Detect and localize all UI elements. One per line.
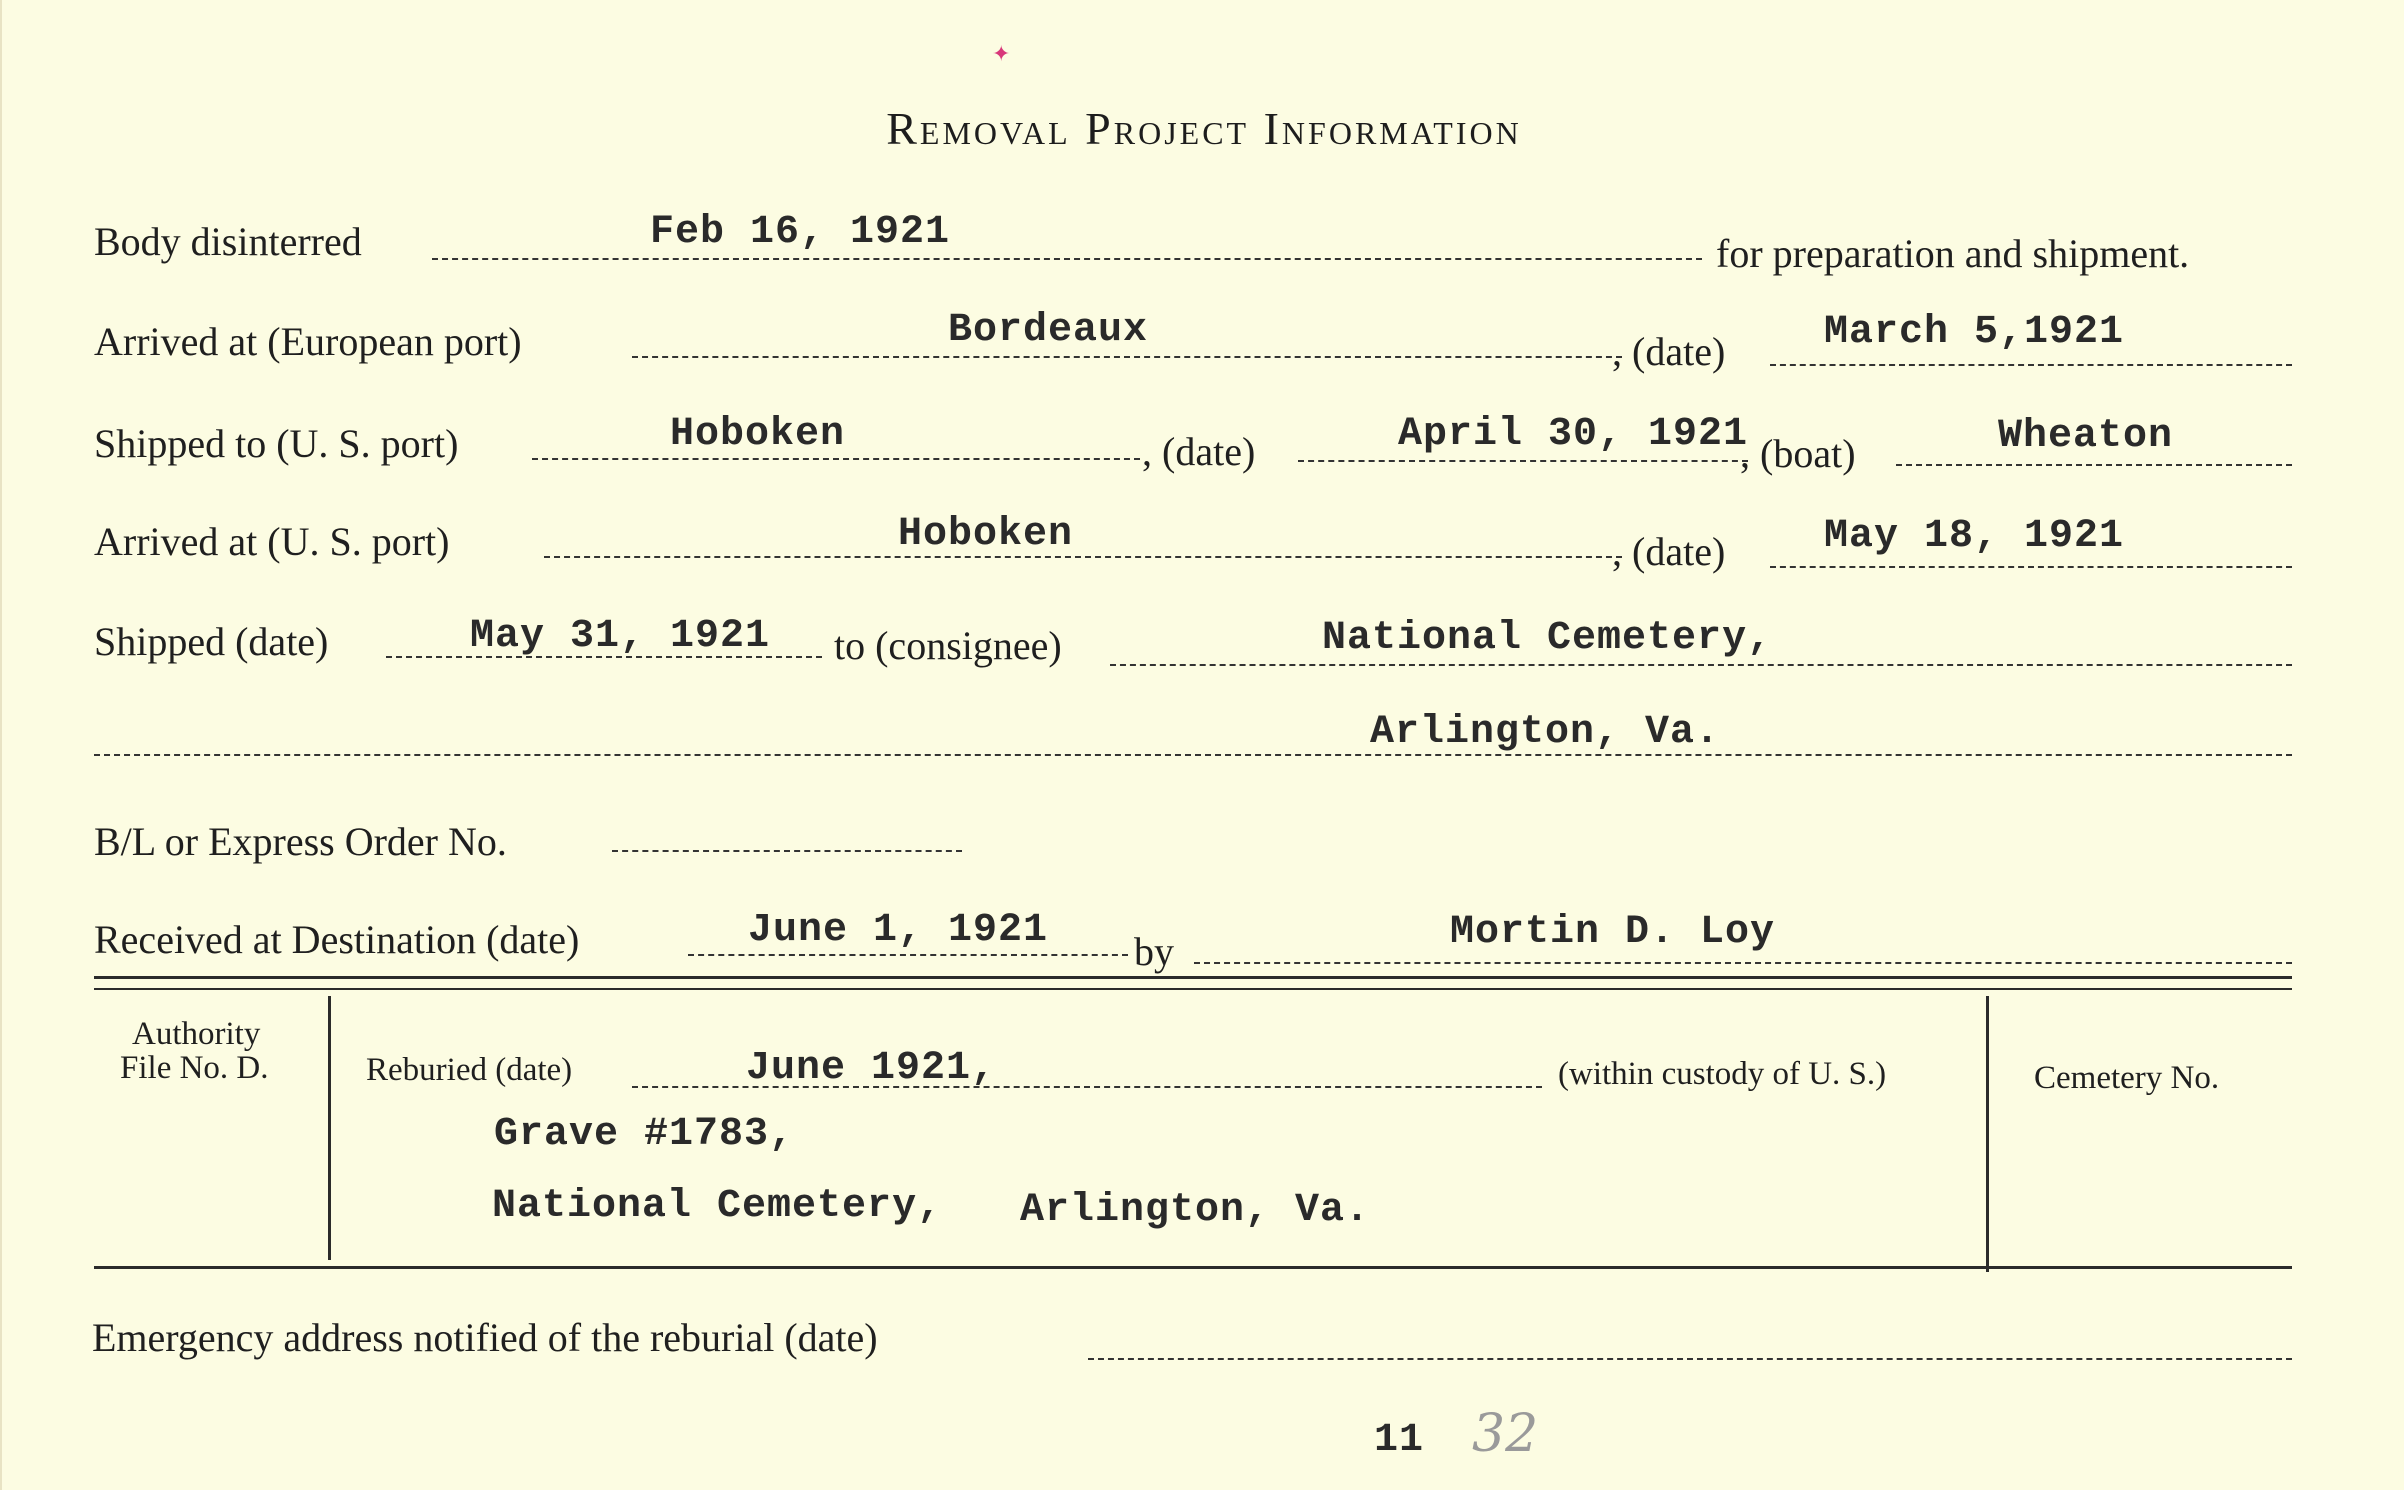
label-date-arrival: , (date) bbox=[1612, 529, 1726, 574]
value-reburied-date: June 1921, bbox=[746, 1046, 997, 1091]
label-by: by bbox=[1134, 929, 1174, 974]
value-us-port-arrived: Hoboken bbox=[898, 512, 1074, 557]
value-cemetery-location: National Cemetery, bbox=[492, 1184, 943, 1229]
value-cemetery-city: Arlington, Va. bbox=[1020, 1188, 1371, 1233]
label-to-consignee: to (consignee) bbox=[834, 623, 1062, 668]
value-disinterred-date: Feb 16, 1921 bbox=[650, 210, 951, 255]
line-shipped-date bbox=[1298, 460, 1748, 462]
line-received-date bbox=[688, 954, 1128, 956]
line-received-by bbox=[1194, 962, 2292, 964]
label-shipped-to-us-port: Shipped to (U. S. port) bbox=[94, 421, 459, 466]
line-emergency-date bbox=[1088, 1358, 2292, 1360]
label-for-preparation: for preparation and shipment. bbox=[1716, 231, 2190, 276]
value-us-port-shipped: Hoboken bbox=[670, 412, 846, 457]
label-arrived-us-port: Arrived at (U. S. port) bbox=[94, 519, 450, 564]
line-european-port bbox=[632, 356, 1622, 358]
line-us-port-shipped bbox=[532, 458, 1140, 460]
label-arrived-european-port: Arrived at (European port) bbox=[94, 319, 522, 364]
line-bl-number bbox=[612, 850, 962, 852]
line-us-port-arrived bbox=[544, 556, 1622, 558]
divider-top-1 bbox=[94, 976, 2292, 979]
line-consignee-continued bbox=[94, 754, 2292, 756]
label-emergency-address: Emergency address notified of the reburial (date) bbox=[92, 1315, 878, 1360]
value-boat: Wheaton bbox=[1998, 414, 2174, 459]
divider-authority bbox=[328, 996, 331, 1260]
label-date-shipped: , (date) bbox=[1142, 429, 1256, 474]
value-european-port: Bordeaux bbox=[948, 308, 1149, 353]
label-within-custody: (within custody of U. S.) bbox=[1558, 1056, 1887, 1092]
value-consignee-date: May 31, 1921 bbox=[470, 614, 771, 659]
label-boat: , (boat) bbox=[1740, 431, 1856, 476]
line-consignee bbox=[1110, 664, 2292, 666]
value-received-date: June 1, 1921 bbox=[748, 908, 1049, 953]
line-european-date bbox=[1770, 364, 2292, 366]
value-consignee-line1: National Cemetery, bbox=[1322, 616, 1773, 661]
divider-top-2 bbox=[94, 988, 2292, 990]
page-number: 11 bbox=[1374, 1418, 1425, 1463]
label-reburied-date: Reburied (date) bbox=[366, 1052, 573, 1088]
label-cemetery-no: Cemetery No. bbox=[2034, 1060, 2220, 1096]
value-grave: Grave #1783, bbox=[494, 1112, 795, 1157]
value-us-arrival-date: May 18, 1921 bbox=[1824, 514, 2125, 559]
value-shipped-date: April 30, 1921 bbox=[1398, 412, 1749, 457]
label-authority-line1: Authority bbox=[132, 1016, 261, 1052]
ink-stamp-mark: ✦ bbox=[992, 42, 1011, 67]
form-title: Removal Project Information bbox=[886, 103, 1522, 154]
pencil-annotation: 32 bbox=[1472, 1404, 1539, 1464]
line-boat bbox=[1896, 464, 2292, 466]
label-bl-express: B/L or Express Order No. bbox=[94, 819, 507, 864]
label-shipped-date: Shipped (date) bbox=[94, 619, 329, 664]
label-date-european: , (date) bbox=[1612, 329, 1726, 374]
divider-cemetery-no bbox=[1986, 996, 1989, 1272]
label-received-destination: Received at Destination (date) bbox=[94, 917, 580, 962]
line-us-arrival-date bbox=[1770, 566, 2292, 568]
value-received-by: Mortin D. Loy bbox=[1450, 910, 1776, 955]
label-authority-line2: File No. D. bbox=[120, 1050, 269, 1086]
label-body-disinterred: Body disinterred bbox=[94, 219, 362, 264]
value-consignee-line2: Arlington, Va. bbox=[1370, 710, 1721, 755]
divider-bottom bbox=[94, 1266, 2292, 1269]
line-disinterred bbox=[432, 258, 1702, 260]
value-european-date: March 5,1921 bbox=[1824, 310, 2125, 355]
